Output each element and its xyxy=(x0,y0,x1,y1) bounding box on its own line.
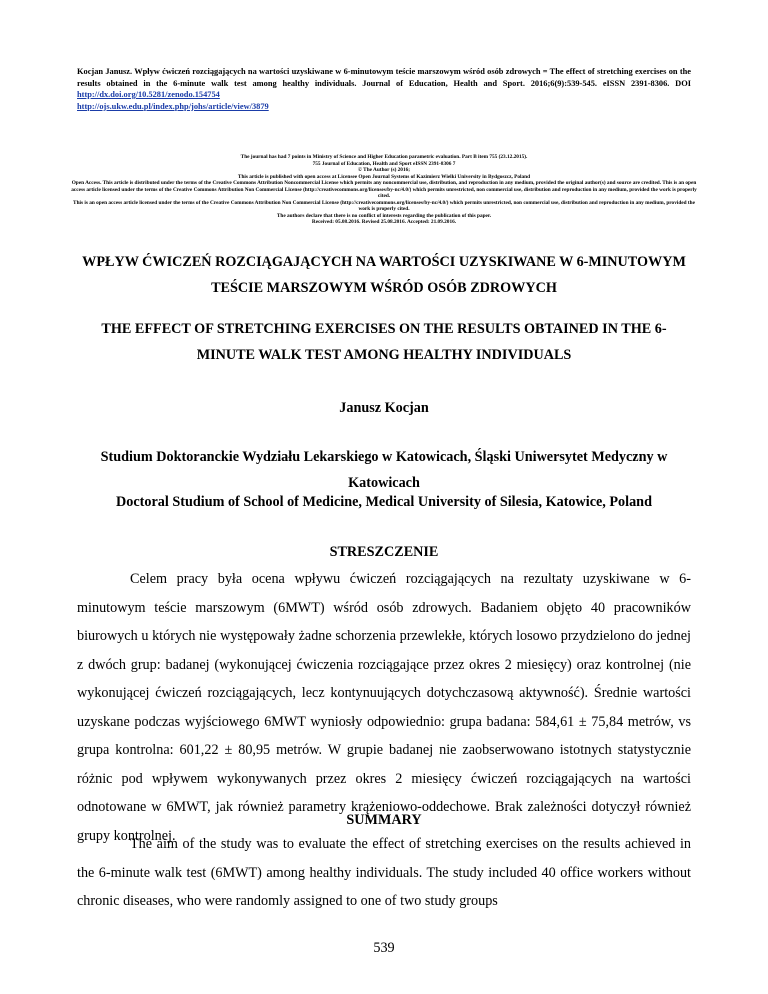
journal-info-block xyxy=(70,154,698,226)
abstract-heading-polish: STRESZCZENIE xyxy=(329,544,439,560)
title-english: THE EFFECT OF STRETCHING EXERCISES ON THE RESULTS OBTAINED IN THE 6-MINUTE WALK TEST AMONG HEALTHY INDIVIDUALS xyxy=(101,321,667,363)
journal-info-line: Open Access. This article is distributed under the terms of the Creative Commons Attribution Noncommercial License which permits any noncommercial use, distribution, and reproduction in any medium, provided the original author(s) and source are credited. This is an open access article licensed under the terms of the Creative Commons Attribution Non Commercial License (http://creativecommons.org/licenses/by-nc/4.0/) which permits unrestricted, non commercial use, distribution and reproduction in any medium, provided the work is properly cited. xyxy=(71,180,697,199)
journal-info-line: This is an open access article licensed under the terms of the Creative Commons Attribution Non Commercial License (http://creativecommons.org/licenses/by-nc/4.0/) which permits unrestricted, non commercial use, distribution and reproduction in any medium, provided the work is properly cited. xyxy=(73,199,695,212)
summary-text: The aim of the study was to evaluate the effect of stretching exercises on the results achieved in the 6-minute walk test (6MWT) among healthy individuals. The study included 40 office workers without chronic diseases, who were randomly assigned to one of two study groups xyxy=(77,836,691,909)
affiliation-polish: Studium Doktoranckie Wydziału Lekarskiego w Katowicach, Śląski Uniwersytet Medyczny w Katowicach xyxy=(100,449,668,491)
author-name: Janusz Kocjan xyxy=(339,400,429,416)
journal-info-line: Received: 05.08.2016. Revised 25.08.2016. Accepted: 21.09.2016. xyxy=(311,219,457,225)
journal-info-line: This article is published with open access at Licensee Open Journal Systems of Kazimierz Wielki University in Bydgoszcz, Poland xyxy=(237,173,531,180)
citation-text: Kocjan Janusz. Wpływ ćwiczeń rozciągających na wartości uzyskiwane w 6-minutowym teście marszowym wśród osób zdrowych = The effect of stretching exercises on the results obtained in the 6-minute walk test among healthy individuals. Journal of Education, Health and Sport. 2016;6(9):539-545. eISSN 2391-8306. DOI xyxy=(77,67,691,88)
journal-article-link[interactable]: http://ojs.ukw.edu.pl/index.php/johs/article/view/3879 xyxy=(77,101,269,111)
affiliation-english: Doctoral Studium of School of Medicine, Medical University of Silesia, Katowice, Poland xyxy=(116,494,652,510)
citation-block xyxy=(77,66,691,112)
doi-link[interactable]: http://dx.doi.org/10.5281/zenodo.154754 xyxy=(77,90,220,99)
summary-heading: SUMMARY xyxy=(346,812,422,828)
journal-info-line: 755 Journal of Education, Health and Sport eISSN 2391-8306 7 xyxy=(312,160,456,167)
page-number: 539 xyxy=(373,940,395,956)
journal-info-line: The authors declare that there is no conflict of interests regarding the publication of this paper. xyxy=(276,212,492,219)
journal-info-line: © The Author (s) 2016; xyxy=(357,167,411,173)
journal-info-line: The journal has had 7 points in Ministry of Science and Higher Education parametric evaluation. Part B item 755 (23.12.2015). xyxy=(240,154,528,160)
abstract-text-polish: Celem pracy była ocena wpływu ćwiczeń rozciągających na rezultaty uzyskiwane w 6-minutowym teście marszowym (6MWT) wśród osób zdrowych. Badaniem objęto 40 pracowników biurowych u których nie występowały żadne schorzenia przewlekłe, których losowo przydzielono do jednej z dwóch grup: badanej (wykonującej ćwiczenia rozciągające przez okres 2 miesięcy) oraz kontrolnej (nie wykonującej ćwiczeń rozciągających, lecz kontynuujących dotychczasową aktywność). Średnie wartości uzyskane podczas wyjściowego 6MWT wyniosły odpowiednio: grupa badana: 584,61 ± 75,84 metrów, vs grupa kontrolna: 601,22 ± 80,95 metrów. W grupie badanej nie zaobserwowano istotnych statystycznie różnic pod wpływem wykonywanych przez okres 2 miesięcy ćwiczeń rozciągających na wartości odnotowane w 6MWT, jak również parametry krążeniowo-oddechowe. Brak zależności dotyczył również grupy kontrolnej. xyxy=(77,571,691,844)
title-polish: WPŁYW ĆWICZEŃ ROZCIĄGAJĄCYCH NA WARTOŚCI UZYSKIWANE W 6-MINUTOWYM TEŚCIE MARSZOWYM WŚRÓD OSÓB ZDROWYCH xyxy=(82,254,686,296)
